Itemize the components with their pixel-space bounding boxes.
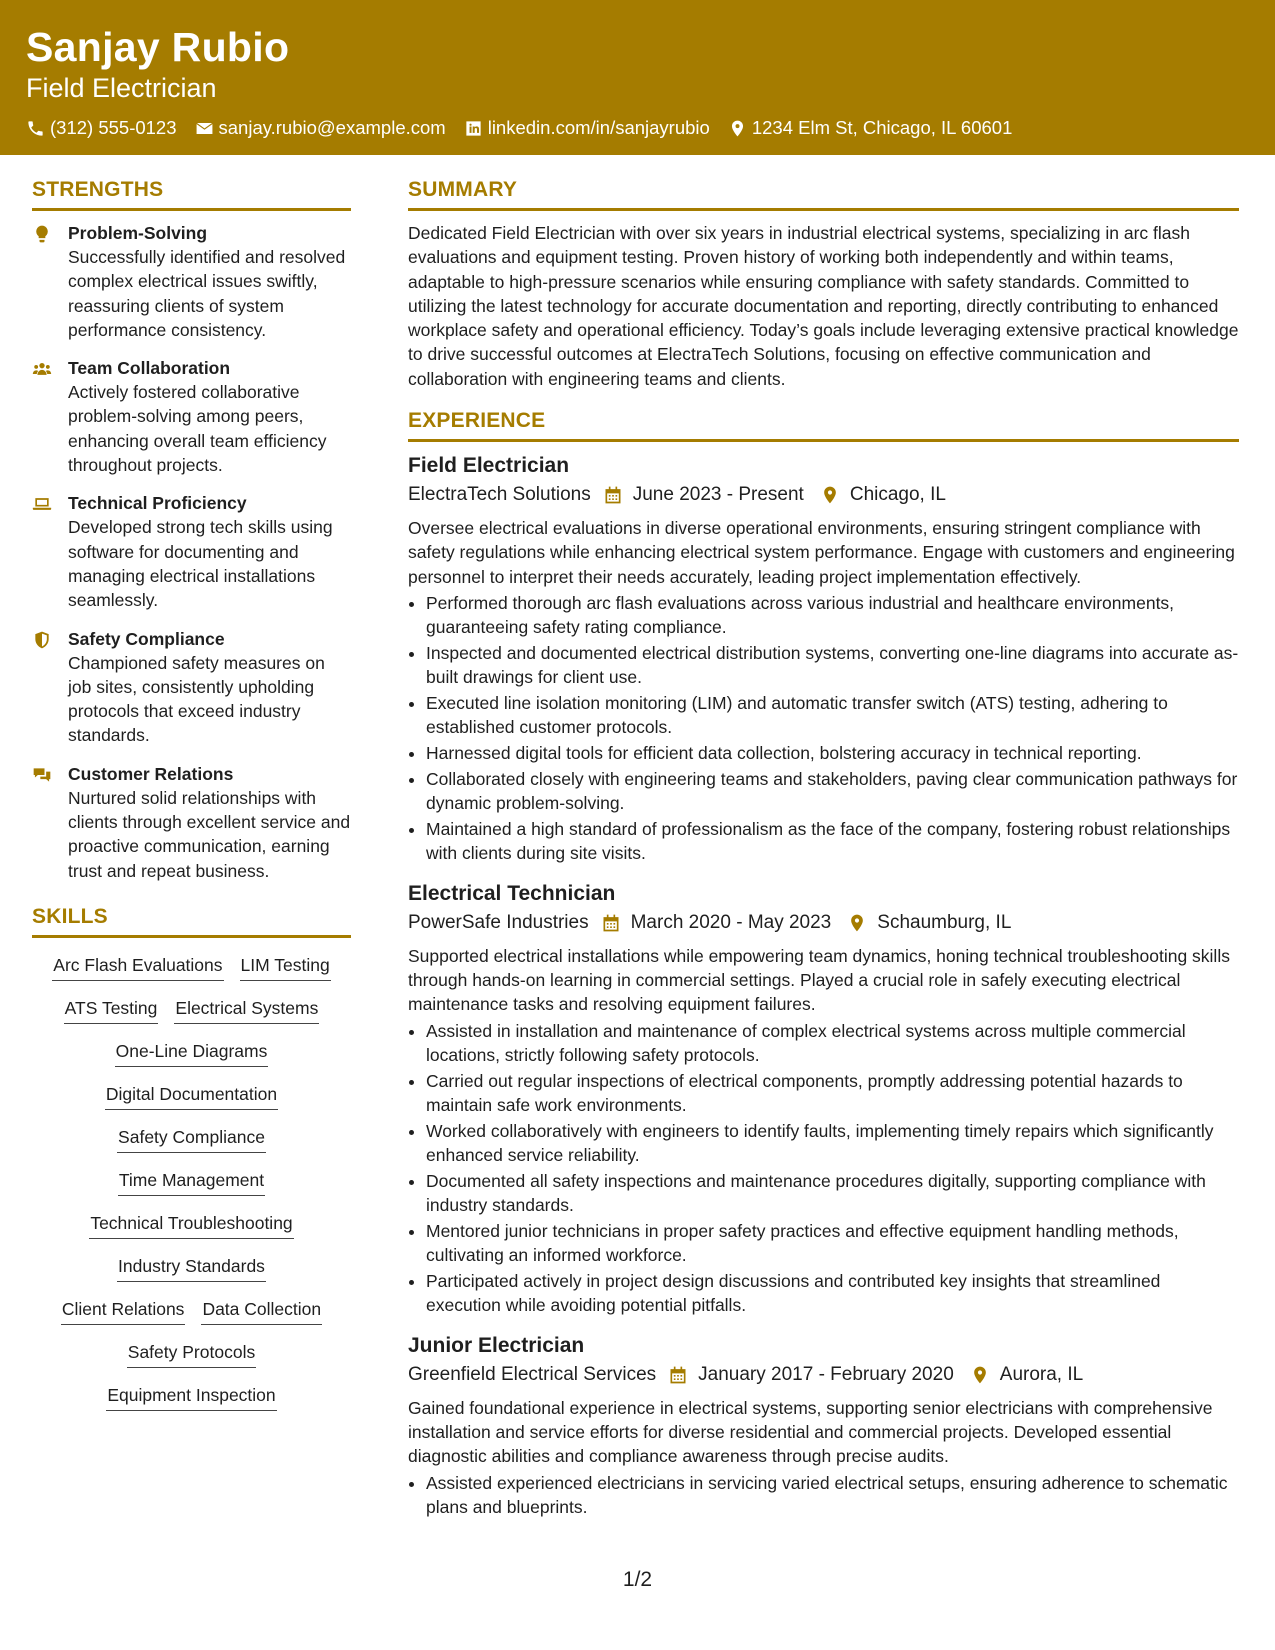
job-bullets: [408, 591, 1239, 866]
job-entry: [408, 1332, 1239, 1519]
job-bullet: • Collaborated closely with engineering teams and stakeholders, paving clear communication pathways for dynamic problem-solving.: [426, 767, 1239, 816]
location-pin-icon: [820, 485, 840, 505]
phone-icon: [26, 119, 45, 138]
resume-header: [0, 0, 1275, 155]
skill-tag: Safety Compliance: [117, 1125, 266, 1153]
candidate-name: Sanjay Rubio: [26, 24, 290, 70]
calendar-icon: [668, 1365, 688, 1385]
strength-desc: Championed safety measures on job sites, consistently upholding protocols that exceed industry standards.: [68, 652, 325, 746]
experience-heading: EXPERIENCE: [408, 409, 1239, 442]
job-title: Junior Electrician: [408, 1333, 585, 1357]
job-location: Schaumburg, IL: [877, 911, 1012, 933]
job-company: PowerSafe Industries: [408, 911, 589, 933]
skill-tag: ATS Testing: [64, 996, 159, 1024]
job-bullet: • Inspected and documented electrical distribution systems, converting one-line diagrams into accurate as-built drawings for client use.: [426, 641, 1239, 690]
strength-name: Customer Relations: [68, 763, 234, 784]
job-bullet: • Executed line isolation monitoring (LIM) and automatic transfer switch (ATS) testing, adhering to established customer protocols.: [426, 691, 1239, 740]
job-company: ElectraTech Solutions: [408, 484, 591, 506]
skill-tag: Industry Standards: [117, 1254, 266, 1282]
job-description: Gained foundational experience in electrical systems, supporting senior electricians with comprehensive installation and service efforts for diverse residential and commercial projects. Developed essential diagnostic abilities and compliance awareness through precise audits.: [408, 1397, 1213, 1467]
strength-name: Safety Compliance: [68, 628, 225, 649]
strength-name: Problem-Solving: [68, 223, 208, 243]
job-dates: March 2020 - May 2023: [630, 911, 832, 933]
job-location: Aurora, IL: [999, 1363, 1084, 1385]
job-location: Chicago, IL: [849, 484, 946, 506]
job-entry: [408, 880, 1239, 1318]
job-bullet: • Participated actively in project design discussions and contributed key insights that streamlined execution while avoiding potential pitfalls.: [426, 1269, 1239, 1318]
contact-address: [728, 117, 1013, 139]
location-pin-icon: [847, 913, 867, 933]
right-column: [408, 178, 1239, 1533]
job-title: Field Electrician: [408, 454, 570, 478]
skill-tag: Technical Troubleshooting: [89, 1211, 293, 1239]
job-bullet: • Carried out regular inspections of electrical components, promptly addressing potential hazards to maintain safe work environments.: [426, 1069, 1239, 1118]
job-bullet: • Maintained a high standard of professionalism as the face of the company, fostering robust relationships with clients during site visits.: [426, 817, 1239, 866]
linkedin-text[interactable]: linkedin.com/in/sanjayrubio: [487, 117, 710, 138]
strength-desc: Actively fostered collaborative problem-solving among peers, enhancing overall team efficiency throughout projects.: [68, 382, 327, 476]
strength-desc: Successfully identified and resolved complex electrical issues swiftly, reassuring clients of system performance consistency.: [68, 247, 346, 340]
job-dates: June 2023 - Present: [632, 484, 804, 506]
strength-item: [32, 221, 351, 342]
laptop-icon: [32, 494, 52, 514]
skill-tag: Data Collection: [201, 1297, 322, 1325]
skill-tag: Time Management: [118, 1168, 265, 1196]
lightbulb-icon: [32, 224, 52, 244]
job-description: Supported electrical installations while empowering team dynamics, honing technical troubleshooting skills through hands-on learning in commercial settings. Played a crucial role in safely executing electrical maintenance tasks and resolving equipment failures.: [408, 945, 1230, 1015]
email-text[interactable]: sanjay.rubio@example.com: [218, 117, 446, 138]
skill-tag: Arc Flash Evaluations: [52, 953, 223, 981]
users-icon: [32, 359, 52, 379]
strength-item: [32, 491, 351, 612]
job-meta: [408, 480, 1239, 510]
page-number: 1/2: [622, 1568, 653, 1591]
strength-name: Technical Proficiency: [68, 493, 247, 514]
skill-tag: Safety Protocols: [127, 1340, 256, 1368]
calendar-icon: [603, 485, 623, 505]
candidate-title: Field Electrician: [26, 73, 217, 103]
skill-tag: Equipment Inspection: [106, 1383, 276, 1411]
phone-text: (312) 555-0123: [50, 117, 177, 138]
job-bullet: • Performed thorough arc flash evaluations across various industrial and healthcare environments, guaranteeing safety rating compliance.: [426, 591, 1239, 640]
job-dates: January 2017 - February 2020: [698, 1363, 954, 1385]
calendar-icon: [601, 913, 621, 933]
strength-name: Team Collaboration: [68, 358, 231, 379]
linkedin-icon: [464, 119, 483, 138]
skill-tag: Electrical Systems: [174, 996, 319, 1024]
job-entry: [408, 452, 1239, 866]
strength-item: [32, 762, 351, 883]
job-bullet: • Assisted in installation and maintenance of complex electrical systems across multiple commercial locations, strictly following safety protocols.: [426, 1019, 1239, 1068]
job-bullet: • Mentored junior technicians in proper safety practices and effective equipment handling methods, cultivating an informed workforce.: [426, 1219, 1239, 1268]
job-title: Electrical Technician: [408, 881, 616, 905]
strength-item: [32, 627, 351, 748]
skill-tag: LIM Testing: [240, 953, 331, 981]
chat-bubbles-icon: [32, 765, 52, 785]
strengths-heading: STRENGTHS: [32, 178, 351, 211]
job-meta: [408, 908, 1239, 938]
skill-tag: One-Line Diagrams: [115, 1039, 269, 1067]
contact-phone: [26, 117, 177, 139]
job-bullets: [408, 1471, 1239, 1520]
address-text: 1234 Elm St, Chicago, IL 60601: [751, 117, 1013, 138]
contact-email[interactable]: [195, 117, 446, 139]
strength-item: [32, 356, 351, 477]
job-company: Greenfield Electrical Services: [408, 1363, 657, 1385]
shield-icon: [32, 630, 52, 650]
email-icon: [195, 119, 214, 138]
job-bullet: • Assisted experienced electricians in servicing varied electrical setups, ensuring adherence to schematic plans and blueprints.: [426, 1471, 1239, 1520]
job-description: Oversee electrical evaluations in diverse operational environments, ensuring stringent compliance with safety regulations while enhancing electrical system performance. Engage with customers and engineering personnel to interpret their needs accurately, leading project implementation effectively.: [408, 518, 1235, 587]
skills-heading: SKILLS: [32, 905, 351, 938]
contact-bar: [26, 117, 1012, 139]
strength-desc: Nurtured solid relationships with clients through excellent service and proactive communication, earning trust and repeat business.: [68, 787, 351, 881]
left-column: [32, 178, 351, 1411]
contact-linkedin[interactable]: [464, 117, 710, 139]
location-pin-icon: [728, 119, 747, 138]
skill-tag: Digital Documentation: [105, 1082, 278, 1110]
job-bullet: • Documented all safety inspections and maintenance procedures digitally, supporting compliance with industry standards.: [426, 1169, 1239, 1218]
skill-tag: Client Relations: [61, 1297, 186, 1325]
location-pin-icon: [970, 1365, 990, 1385]
job-bullet: • Harnessed digital tools for efficient data collection, bolstering accuracy in technical reporting.: [426, 741, 1239, 765]
skills-list: [32, 948, 351, 1411]
job-bullets: [408, 1019, 1239, 1318]
strength-desc: Developed strong tech skills using software for documenting and managing electrical installations seamlessly.: [68, 517, 333, 611]
summary-heading: SUMMARY: [408, 178, 1239, 211]
job-bullet: • Worked collaboratively with engineers to identify faults, implementing timely repairs which significantly enhanced service reliability.: [426, 1119, 1239, 1168]
job-meta: [408, 1360, 1239, 1390]
summary-text: Dedicated Field Electrician with over six years in industrial electrical systems, specializing in arc flash evaluations and equipment testing. Proven history of working both independently and within teams, adaptable to high-pressure scenarios while ensuring compliance with safety standards. Committed to utilizing the latest technology for accurate documentation and reporting, directly contributing to enhanced workplace safety and operational efficiency. Today’s goals include leveraging extensive practical knowledge to drive successful outcomes at ElectraTech Solutions, focusing on effective communication and collaboration with engineering teams and clients.: [408, 223, 1239, 389]
